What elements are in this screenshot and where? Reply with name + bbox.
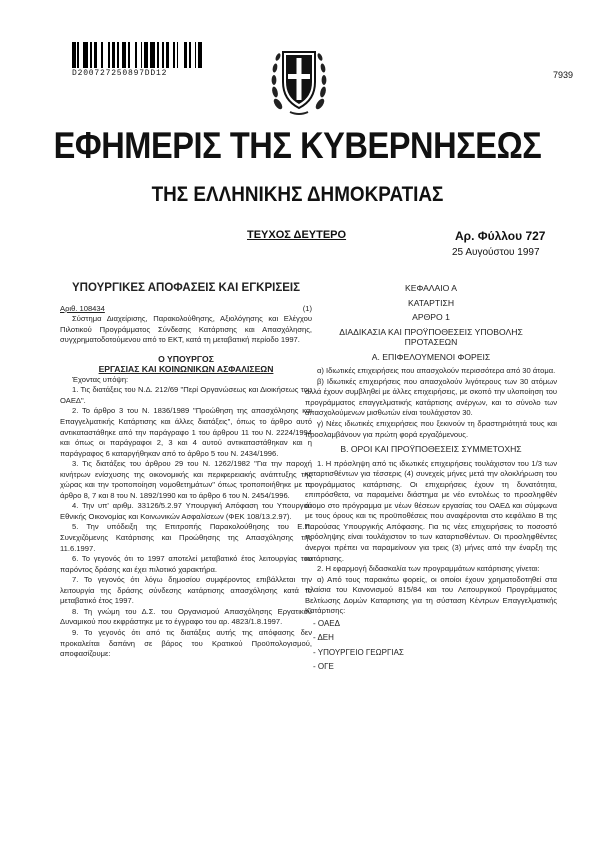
having-regard: Έχοντας υπόψη: <box>72 374 129 384</box>
bodies-list <box>305 617 557 675</box>
list-item: 7. Το γεγονός ότι λόγω δημοσίου συμφέροντος επιβάλλεται την λειτουργία της δράσης σύνδεσης κατάρτισης απασχόλησης κατά το μεταβατικό έτος 1997. <box>60 575 312 606</box>
list-item: - ΟΓΕ <box>313 662 334 672</box>
minister-heading: Ο ΥΠΟΥΡΓΟΣ <box>158 353 214 364</box>
list-item: 1. Τις διατάξεις του Ν.Δ. 212/69 "Περί Οργανώσεως και Διοικήσεως του ΟΑΕΔ". <box>60 385 312 405</box>
article-title: ΔΙΑΔΙΚΑΣΙΑ ΚΑΙ ΠΡΟΫΠΟΘΕΣΕΙΣ ΥΠΟΒΟΛΗΣ <box>339 326 523 337</box>
list-item: 9. Το γεγονός ότι από τις διατάξεις αυτής της απόφασης δεν προκαλείται δαπάνη σε βάρος του Κρατικού Προϋπολογισμού, αποφασίζουμε: <box>60 627 312 659</box>
paragraph: γ) Νέες ιδιωτικές επιχειρήσεις που ξεκινούν τη δραστηριότητά τους και προσλαμβάνουν για πρώτη φορά εργαζόμενους. <box>305 419 557 439</box>
list-item: 2. Το άρθρο 3 του Ν. 1836/1989 "Προώθηση της απασχόλησης και Επαγγελματικής Κατάρτισης και άλλες διατάξεις", όπως το άρθρο αυτό αντικαταστάθηκε από την παράγραφο 1 του άρθρου 11 του Ν. 2224/1994 και όπως οι παράγραφοι 2, 3 και 4 αυτού αντικαταστάθηκαν και η παράγραφος 6 καταργήθηκαν από το άρθρο 5 του Ν. 2434/1996. <box>60 406 312 458</box>
paragraph: α) Ιδιωτικές επιχειρήσεις που απασχολούν περισσότερα από 30 άτομα. <box>317 366 556 376</box>
issue-date: 25 Αυγούστου 1997 <box>452 247 540 258</box>
list-item: 4. Την υπ' αριθμ. 33126/5.2.97 Υπουργική Απόφαση του Υπουργού Εθνικής Οικονομίας και Κοινωνικών Ασφαλίσεων (ΦΕΚ 108/13.2.97). <box>60 501 312 521</box>
subsection-heading-a: Α. ΕΠΙΦΕΛΟΥΜΕΝΟΙ ΦΟΡΕΙΣ <box>371 351 491 362</box>
coat-of-arms-icon <box>270 42 328 116</box>
list-item: - ΟΑΕΔ <box>313 618 340 628</box>
newspaper-title: ΕΦΗΜΕΡΙΣ ΤΗΣ ΚΥΒΕΡΝΗΣΕΩΣ <box>53 125 542 166</box>
reference-number: Αριθ. 108434 <box>60 303 105 313</box>
paragraph: 2. Η εφαρμογή διδασκαλία των προγραμμάτων κατάρτισης γίνεται: <box>317 564 540 574</box>
newspaper-subtitle: ΤΗΣ ΕΛΛΗΝΙΚΗΣ ΔΗΜΟΚΡΑΤΙΑΣ <box>151 183 444 206</box>
list-item: 8. Τη γνώμη του Δ.Σ. του Οργανισμού Απασχόλησης Εργατικού Δυναμικού που εκφράστηκε με το έγγραφο του αρ. 4823/1.8.1997. <box>60 606 312 627</box>
left-column <box>60 283 312 660</box>
ministry-heading: ΕΡΓΑΣΙΑΣ ΚΑΙ ΚΟΙΝΩΝΙΚΩΝ ΑΣΦΑΛΙΣΕΩΝ <box>98 364 274 375</box>
section-title: ΥΠΟΥΡΓΙΚΕΣ ΑΠΟΦΑΣΕΙΣ ΚΑΙ ΕΓΚΡΙΣΕΙΣ <box>72 282 300 294</box>
paragraph: 1. Η πρόσληψη από τις ιδιωτικές επιχειρήσεις τουλάχιστον του 1/3 των καταρτισθέντων για τέσσερις (4) συνεχείς μήνες μετά την ολοκλήρωση του προγράμματος κατάρτισης. Οι επιχειρήσεις έχουν τη δυνατότητα, επιπρόσθετα, να παραμείνει διάστημα με νέο εντολέως το προσληφθέν άτομο στο πρόγραμμα με νέων θέσεων εργασίας του ΟΑΕΔ και σύμφωνα με τους όρους και τις προϋποθέσεις που αναφέρονται στο κεφάλαιο Β της παρούσας Υπουργικής Απόφασης. Για τις νέες επιχειρήσεις το ποσοστό πρόσληψης είναι τουλάχιστον το των καταρτισθέντων. Οι προσληφθέντες άνεργοι πρέπει να παραμείνουν για τρεις (3) μήνες από την έναρξη της κατάρτισης. <box>305 458 557 563</box>
chapter-heading: ΚΕΦΑΛΑΙΟ Α <box>405 283 457 293</box>
paragraph: α) Από τους παρακάτω φορείς, οι οποίοι έχουν χρηματοδοτηθεί στα πλαίσια του Κανονισμού 815/84 και του Λειτουργικού Προγράμματος Βελτίωσης Δομών Καταρτισης για τη σύσταση Κέντρων Επαγγελματικής Κατάρτισης: <box>305 574 557 616</box>
list-item: - ΥΠΟΥΡΓΕΙΟ ΓΕΩΡΓΙΑΣ <box>313 647 404 657</box>
list-item: - ΔΕΗ <box>313 633 334 643</box>
page-number: 7939 <box>552 70 573 80</box>
list-item: 3. Τις διατάξεις του άρθρου 29 του Ν. 1262/1982 "Για την παροχή κινήτρων ενίσχυσης της οικονομικής και περιφερειακής ανάπτυξης της χώρας και την τροποποίηση νομοθετημάτων" όπως τροποποιήθηκε με το άρθρο 8, 7 και 8 του Ν. 1892/1990 και το άρθρο 6 του Ν. 2454/1996. <box>60 459 312 500</box>
list-item: 6. Το γεγονός ότι το 1997 αποτελεί μεταβατικό έτος λειτουργίας του παρόντος δράσης και έχει πιλοτικό χαρακτήρα. <box>60 554 312 574</box>
decision-summary: Σύστημα Διαχείρισης, Παρακολούθησης, Αξιολόγησης και Ελέγχου Πιλοτικού Προγράμματος Σύνδεσης Κατάρτισης και Απασχόλησης, συγχρηματοδοτούμενου από το ΕΚΤ, κατά τη μεταβατική περίοδο 1997. <box>60 314 312 345</box>
article-title-continued: ΠΡΟΤΑΣΕΩΝ <box>404 337 458 348</box>
chapter-title: ΚΑΤΑΡΤΙΣΗ <box>407 297 455 308</box>
barcode-number: D200727250897DD12 <box>72 69 168 78</box>
list-item: 5. Την υπόδειξη της Επιτροπής Παρακολούθησης του Ε.Π. Συνεχιζόμενης Κατάρτισης και Προώθησης της Απασχόλησης της 11.6.1997. <box>60 522 312 553</box>
paragraph: β) Ιδιωτικές επιχειρήσεις που απασχολούν λιγότερους των 30 ατόμων αλλά έχουν συμβληθεί με άλλες επιχειρήσεις, με σκοπό την υλοποίηση του προγράμματος επαγγελματικής κατάρτισης ανέργων, και το σύνολο των απασχολούμενων μισθωτών είναι τουλάχιστον 30. <box>305 376 557 418</box>
sheet-number: Αρ. Φύλλου 727 <box>455 229 546 243</box>
right-column <box>302 283 557 675</box>
reference-line <box>60 304 312 315</box>
barcode <box>72 42 204 68</box>
reference-index: (1) <box>302 303 312 313</box>
issue-label: ΤΕΥΧΟΣ ΔΕΥΤΕΡΟ <box>247 229 347 241</box>
subsection-heading-b: Β. ΟΡΟΙ ΚΑΙ ΠΡΟΫΠΟΘΕΣΕΙΣ ΣΥΜΜΕΤΟΧΗΣ <box>340 444 522 455</box>
article-heading: ΑΡΘΡΟ 1 <box>412 312 450 323</box>
